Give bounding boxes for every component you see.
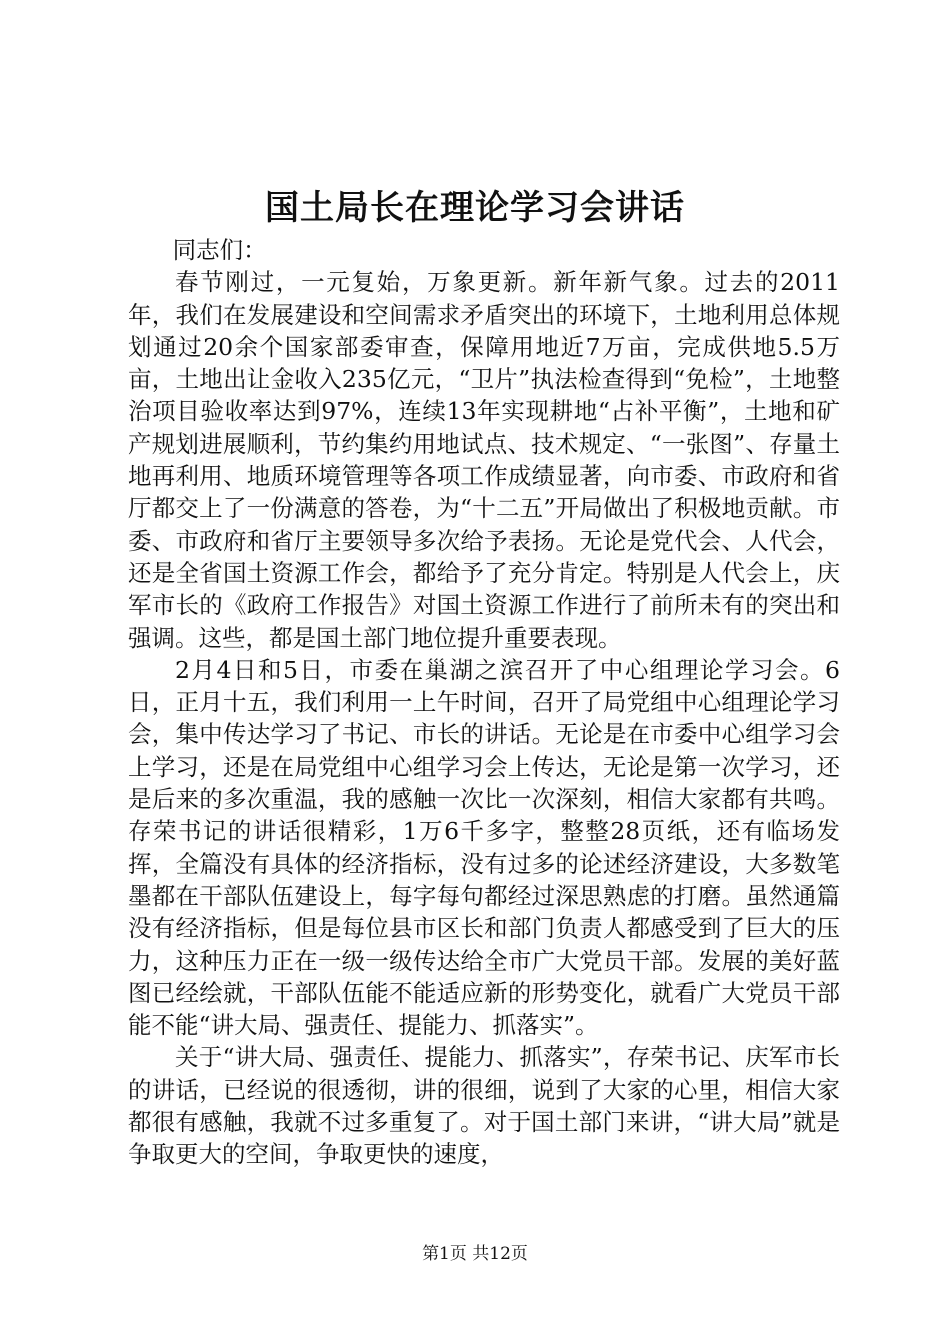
document-body: [128, 234, 840, 1171]
salutation: 同志们：: [172, 236, 267, 264]
paragraph: 关于“讲大局、强责任、提能力、抓落实”，存荣书记、庆军市长的讲话，已经说的很透彻，讲的很细，说到了大家的心里，相信大家都很有感触，我就不过多重复了。对于国土部门来讲，“讲大局”就是争取更大的空间，争取更快的速度，: [128, 1043, 840, 1169]
paragraph: 春节刚过，一元复始，万象更新。新年新气象。过去的2011年，我们在发展建设和空间需求矛盾突出的环境下，土地利用总体规划通过20余个国家部委审查，保障用地近7万亩，完成供地5.5万亩，土地出让金收入235亿元，“卫片”执法检查得到“免检”，土地整治项目验收率达到97%，连续13年实现耕地“占补平衡”，土地和矿产规划进展顺利，节约集约用地试点、技术规定、“一张图”、存量土地再利用、地质环境管理等各项工作成绩显著，向市委、市政府和省厅都交上了一份满意的答卷，为“十二五”开局做出了积极地贡献。市委、市政府和省厅主要领导多次给予表扬。无论是党代会、人代会，还是全省国土资源工作会，都给予了充分肯定。特别是人代会上，庆军市长的《政府工作报告》对国土资源工作进行了前所未有的突出和强调。这些，都是国土部门地位提升重要表现。: [128, 268, 840, 652]
paragraph: 2月4日和5日，市委在巢湖之滨召开了中心组理论学习会。6日，正月十五，我们利用一上午时间，召开了局党组中心组理论学习会，集中传达学习了书记、市长的讲话。无论是在市委中心组学习会上学习，还是在局党组中心组学习会上传达，无论是第一次学习，还是后来的多次重温，我的感触一次比一次深刻，相信大家都有共鸣。存荣书记的讲话很精彩，1万6千多字，整整28页纸，还有临场发挥，全篇没有具体的经济指标，没有过多的论述经济建设，大多数笔墨都在干部队伍建设上，每字每句都经过深思熟虑的打磨。虽然通篇没有经济指标，但是每位县市区长和部门负责人都感受到了巨大的压力，这种压力正在一级一级传达给全市广大党员干部。发展的美好蓝图已经绘就，干部队伍能不能适应新的形势变化，就看广大党员干部能不能“讲大局、强责任、提能力、抓落实”。: [128, 655, 840, 1040]
document-title: 国土局长在理论学习会讲话: [265, 188, 685, 228]
page-number-footer: 第1页 共12页: [422, 1244, 528, 1264]
